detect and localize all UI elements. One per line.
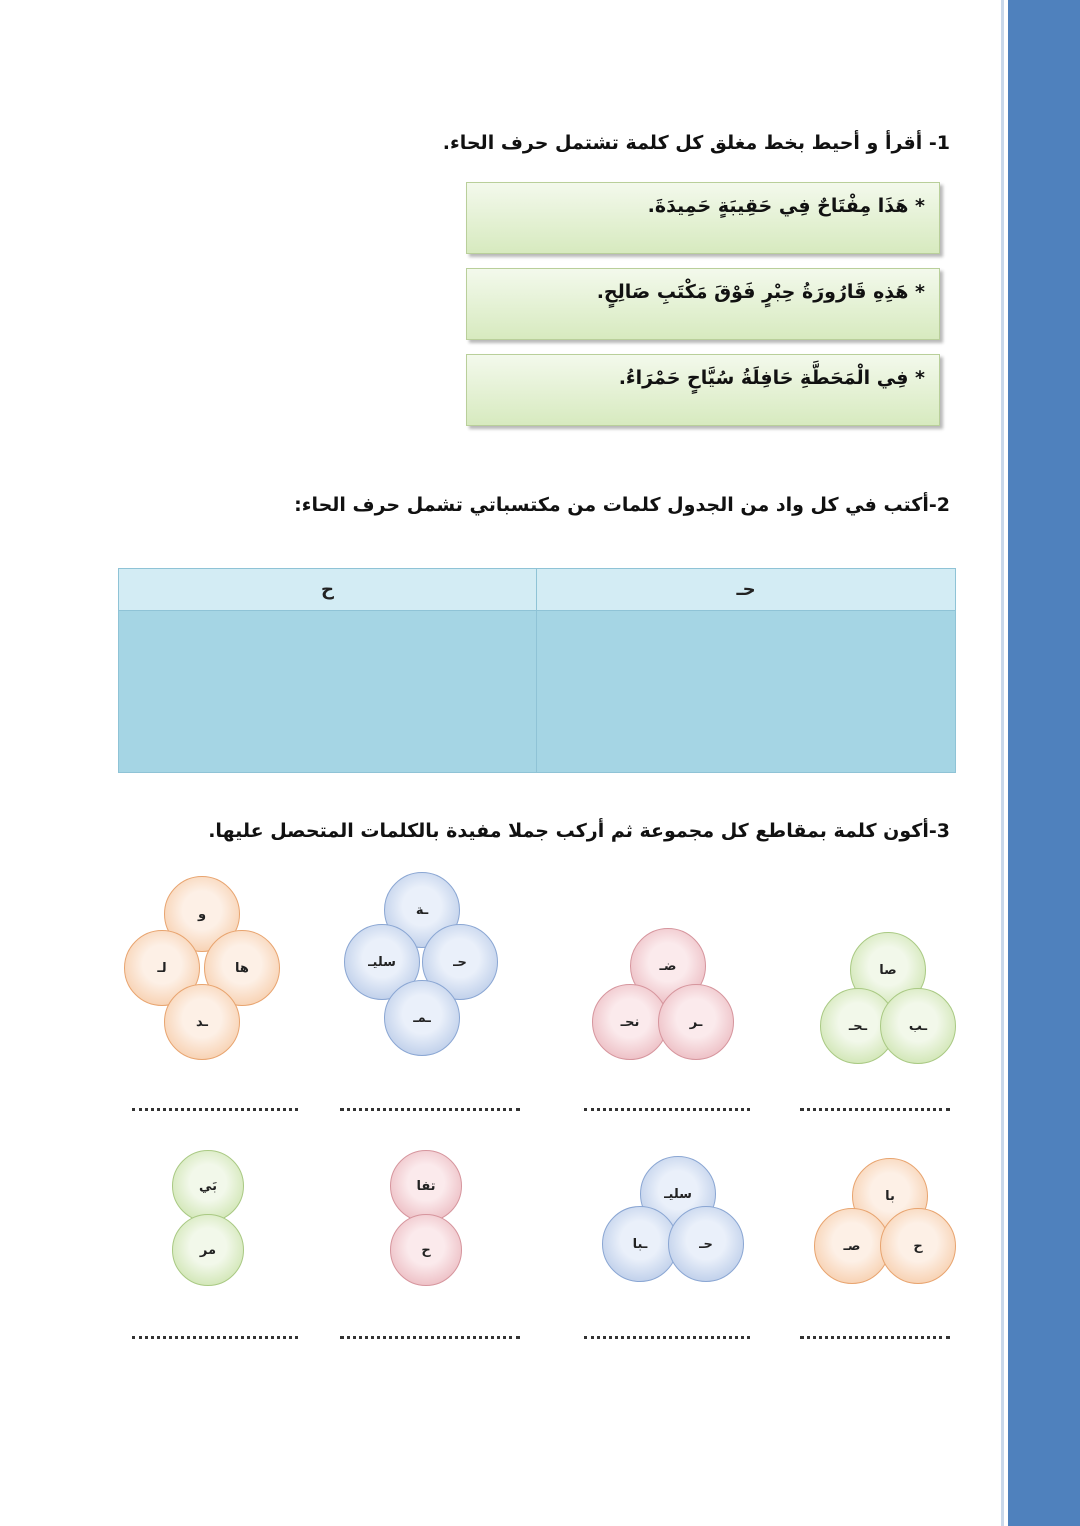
syllable-bubble: بَي [172, 1150, 244, 1222]
syllable-bubble: مر [172, 1214, 244, 1286]
syllable-bubble: حـ [422, 924, 498, 1000]
syllable-bubble: سليـ [640, 1156, 716, 1232]
table-column-initial-haa [537, 569, 955, 772]
syllable-group-6 [602, 1156, 744, 1282]
answer-line-2[interactable] [584, 1108, 750, 1111]
table-header-final-haa: ح [119, 569, 536, 611]
sentence-box-1: * هَذَا مِفْتَاحٌ فِي حَقِيبَةٍ حَمِيدَةَ. [466, 182, 940, 254]
syllable-bubble: ها [204, 930, 280, 1006]
syllable-group-4 [124, 876, 282, 1060]
syllable-group-3 [344, 872, 502, 1056]
syllable-bubble: تفا [390, 1150, 462, 1222]
syllable-bubble: ـبا [602, 1206, 678, 1282]
syllable-bubble: ـر [658, 984, 734, 1060]
syllable-bubble: ح [390, 1214, 462, 1286]
answer-line-8[interactable] [132, 1336, 298, 1339]
syllable-group-7 [390, 1150, 470, 1290]
syllable-bubble: حـ [668, 1206, 744, 1282]
syllable-bubble: صا [850, 932, 926, 1008]
syllable-bubble: ـة [384, 872, 460, 948]
question-1-title: 1- أقرأ و أحيط بخط مغلق كل كلمة تشتمل حرف الحاء. [442, 132, 950, 154]
syllable-group-1 [820, 932, 950, 1062]
syllable-bubble: ضـ [630, 928, 706, 1004]
decorative-side-bar [1004, 0, 1080, 1526]
table-column-final-haa [119, 569, 537, 772]
question-3-title: 3-أكون كلمة بمقاطع كل مجموعة ثم أركب جملا مفيدة بالكلمات المتحصل عليها. [208, 820, 950, 842]
answer-line-4[interactable] [132, 1108, 298, 1111]
syllable-group-2 [592, 928, 734, 1062]
syllable-bubble: و [164, 876, 240, 952]
syllable-bubble: ـب [880, 988, 956, 1064]
syllable-bubble: ـمـ [384, 980, 460, 1056]
syllable-bubble: لـ [124, 930, 200, 1006]
syllable-bubble: ح [880, 1208, 956, 1284]
answer-line-7[interactable] [340, 1336, 520, 1339]
syllable-group-5 [814, 1158, 956, 1284]
syllable-bubble: صـ [814, 1208, 890, 1284]
sentence-box-2: * هَذِهِ قَارُورَةُ حِبْرٍ فَوْقَ مَكْتَبِ صَالِحٍ. [466, 268, 940, 340]
question-2-title: 2-أكتب في كل واد من الجدول كلمات من مكتسباتي تشمل حرف الحاء: [294, 494, 950, 516]
answer-line-6[interactable] [584, 1336, 750, 1339]
syllable-bubble: ـحـ [820, 988, 896, 1064]
syllable-bubble: ـد [164, 984, 240, 1060]
table-header-initial-haa: حـ [537, 569, 955, 611]
syllable-bubble: با [852, 1158, 928, 1234]
syllable-group-8 [172, 1150, 252, 1290]
answer-line-3[interactable] [340, 1108, 520, 1111]
sentence-box-3: * فِي الْمَحَطَّةِ حَافِلَةُ سُيَّاحٍ حَمْرَاءُ. [466, 354, 940, 426]
answer-table [118, 568, 956, 773]
table-cell-initial-haa[interactable] [537, 611, 955, 774]
syllable-bubble: نحـ [592, 984, 668, 1060]
answer-line-1[interactable] [800, 1108, 950, 1111]
syllable-bubble: سليـ [344, 924, 420, 1000]
answer-line-5[interactable] [800, 1336, 950, 1339]
table-cell-final-haa[interactable] [119, 611, 536, 774]
